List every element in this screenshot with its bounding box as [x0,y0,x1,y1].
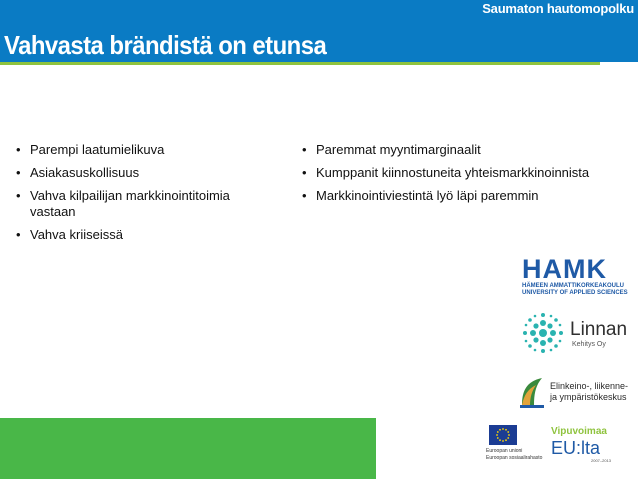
dotted-flower-icon [520,308,566,358]
bullet-dot: • [16,142,21,157]
eu-stars-icon [489,425,517,445]
hamk-subtitle-en: UNIVERSITY OF APPLIED SCIENCES [522,290,628,296]
bullet-dot: • [302,165,307,180]
bullet-item [16,142,276,158]
bullet-dot: • [16,227,21,242]
vipuvoimaa-top: Vipuvoimaa [551,426,607,437]
eu-caption [486,448,542,462]
hamk-logo [522,256,626,297]
bullet-dot: • [302,142,307,157]
bullet-text: Vahva kilpailijan markkinointitoimia vastaan [30,188,230,219]
vipuvoimaa-logo [551,426,621,464]
bullet-dot: • [302,188,307,203]
ely-keskus-logo [518,375,628,411]
eu-flag-icon [489,425,517,445]
bullet-text: Parempi laatumielikuva [30,142,165,157]
bullet-item [16,227,276,243]
left-bullet-column [16,142,276,250]
hamk-wordmark: HAMK [522,254,607,284]
title-underline [0,62,600,65]
hamk-subtitle-fi: HÄMEEN AMMATTIKORKEAKOULU [522,283,624,289]
ely-emblem-icon [518,375,546,409]
bullet-dot: • [16,188,21,203]
bullet-item [16,165,276,181]
bullet-dot: • [16,165,21,180]
bullet-item [302,188,612,204]
slide-title: Vahvasta brändistä on etunsa [4,30,327,60]
bullet-text: Kumppanit kiinnostuneita yhteismarkkinoinnista [316,165,590,180]
bullet-text: Asiakasuskollisuus [30,165,140,180]
eu-caption-line1: Euroopan unioni [486,448,523,454]
vipuvoimaa-years: 2007–2013 [591,458,612,463]
eu-caption-line2: Euroopan sosiaalirahasto [486,455,543,461]
bullet-item [302,142,612,158]
left-bullet-list [16,142,276,243]
linnan-kehitys-logo [520,308,630,358]
right-bullet-column [302,142,612,211]
ely-name: Elinkeino-, liikenne- ja ympäristökeskus [550,381,629,402]
vipuvoimaa-main: EU:lta [551,438,601,458]
footer-green-bar [0,418,376,479]
header-bar [0,0,638,62]
brand-name: Saumaton hautomopolku [482,1,634,16]
bullet-item [302,165,612,181]
bullet-text: Vahva kriiseissä [30,227,123,242]
right-bullet-list [302,142,612,204]
bullet-item [16,188,276,220]
linnan-subtitle: Kehitys Oy [572,341,606,348]
bullet-text: Paremmat myyntimarginaalit [316,142,481,157]
bullet-text: Markkinointiviestintä lyö läpi paremmin [316,188,539,203]
linnan-wordmark: Linnan [570,319,628,340]
